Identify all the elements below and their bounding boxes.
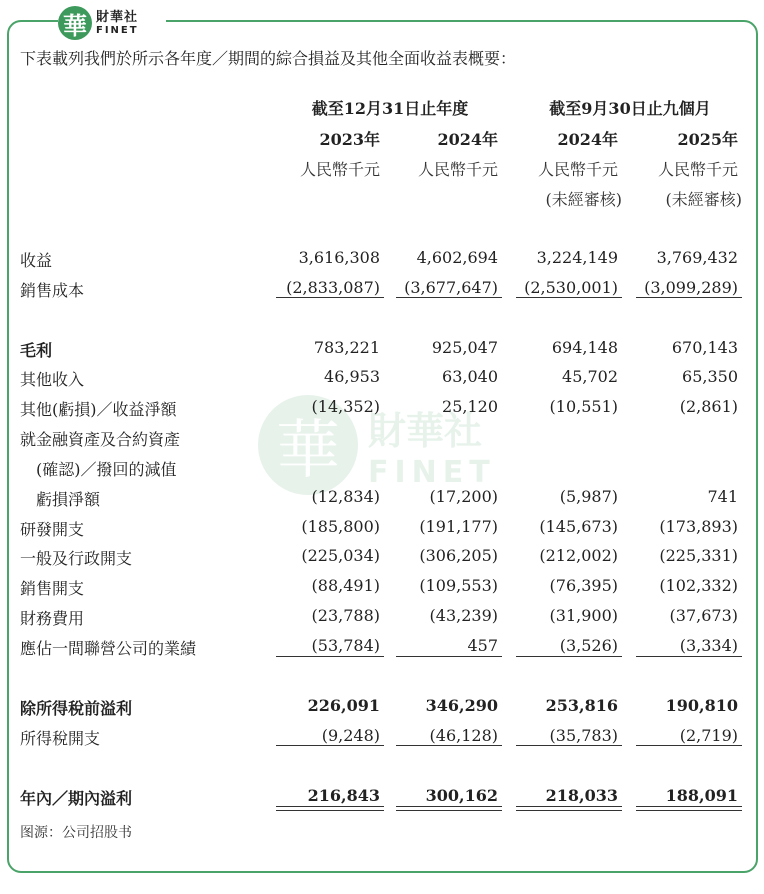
source-caption: 图源：公司招股书 — [20, 825, 132, 841]
header-unit-2: 人民幣千元 — [417, 160, 498, 179]
subtotal-line — [396, 297, 502, 298]
subtotal-line — [396, 656, 502, 657]
header-group-nine-months: 截至9月30日止九個月 — [549, 99, 711, 118]
logo-mark-icon: 華 — [58, 6, 92, 40]
table-row-admin-expenses: 一般及行政開支 (225,034) (306,205) (212,002) (225,331) — [20, 546, 738, 568]
table-row-finance-costs: 財務費用 (23,788) (43,239) (31,900) (37,673) — [20, 606, 738, 628]
subtotal-line — [516, 656, 622, 657]
header-unaudited-1: (未經審核) — [545, 190, 622, 209]
subtotal-line — [636, 745, 742, 746]
total-double-line — [636, 806, 742, 811]
header-year-1: 2023年 — [319, 130, 380, 149]
header-unaudited-2: (未經審核) — [665, 190, 742, 209]
intro-text: 下表載列我們於所示各年度／期間的綜合損益及其他全面收益表概要： — [20, 49, 517, 68]
table-row-profit-for-period: 年內／期內溢利 216,843 300,162 218,033 188,091 — [20, 786, 738, 808]
table-row-income-tax: 所得稅開支 (9,248) (46,128) (35,783) (2,719) — [20, 726, 738, 748]
subtotal-line — [396, 745, 502, 746]
subtotal-line — [276, 656, 384, 657]
logo-cn-text: 財華社 — [96, 9, 139, 25]
subtotal-line — [636, 297, 742, 298]
header-year-2: 2024年 — [437, 130, 498, 149]
watermark-logo: 華 財華社 FINET — [258, 390, 508, 500]
table-row-associate-results: 應佔一間聯營公司的業績 (53,784) 457 (3,526) (3,334) — [20, 636, 738, 658]
table-row-other-income: 其他收入 46,953 63,040 45,702 65,350 — [20, 367, 738, 389]
subtotal-line — [516, 297, 622, 298]
table-row-impairment-line1: 就金融資產及合約資產 — [20, 430, 181, 449]
finet-logo — [58, 4, 166, 42]
header-year-4: 2025年 — [677, 130, 738, 149]
header-unit-4: 人民幣千元 — [657, 160, 738, 179]
total-double-line — [276, 806, 384, 811]
table-row-rnd-expenses: 研發開支 (185,800) (191,177) (145,673) (173,893) — [20, 517, 738, 539]
table-row-revenue: 收益 3,616,308 4,602,694 3,224,149 3,769,432 — [20, 248, 738, 270]
table-row-gross-profit: 毛利 783,221 925,047 694,148 670,143 — [20, 338, 738, 360]
header-unit-1: 人民幣千元 — [299, 160, 380, 179]
table-row-impairment-line2: (確認)／撥回的減值 — [20, 460, 177, 479]
header-group-annual: 截至12月31日止年度 — [311, 99, 469, 118]
table-row-other-gains-losses: 其他(虧損)／收益淨額 (14,352) 25,120 (10,551) (2,861) — [20, 397, 738, 419]
subtotal-line — [276, 297, 384, 298]
subtotal-line — [516, 745, 622, 746]
subtotal-line — [636, 656, 742, 657]
table-row-impairment-net: 虧損淨額 (12,834) (17,200) (5,987) 741 — [20, 487, 738, 509]
total-double-line — [516, 806, 622, 811]
table-row-selling-expenses: 銷售開支 (88,491) (109,553) (76,395) (102,332) — [20, 576, 738, 598]
logo-en-text: FINET — [96, 24, 139, 36]
header-unit-3: 人民幣千元 — [537, 160, 618, 179]
subtotal-line — [276, 745, 384, 746]
header-year-3: 2024年 — [557, 130, 618, 149]
total-double-line — [396, 806, 502, 811]
table-row-cost-of-sales: 銷售成本 (2,833,087) (3,677,647) (2,530,001) (3,099,289) — [20, 278, 738, 300]
table-row-profit-before-tax: 除所得稅前溢利 226,091 346,290 253,816 190,810 — [20, 696, 738, 718]
